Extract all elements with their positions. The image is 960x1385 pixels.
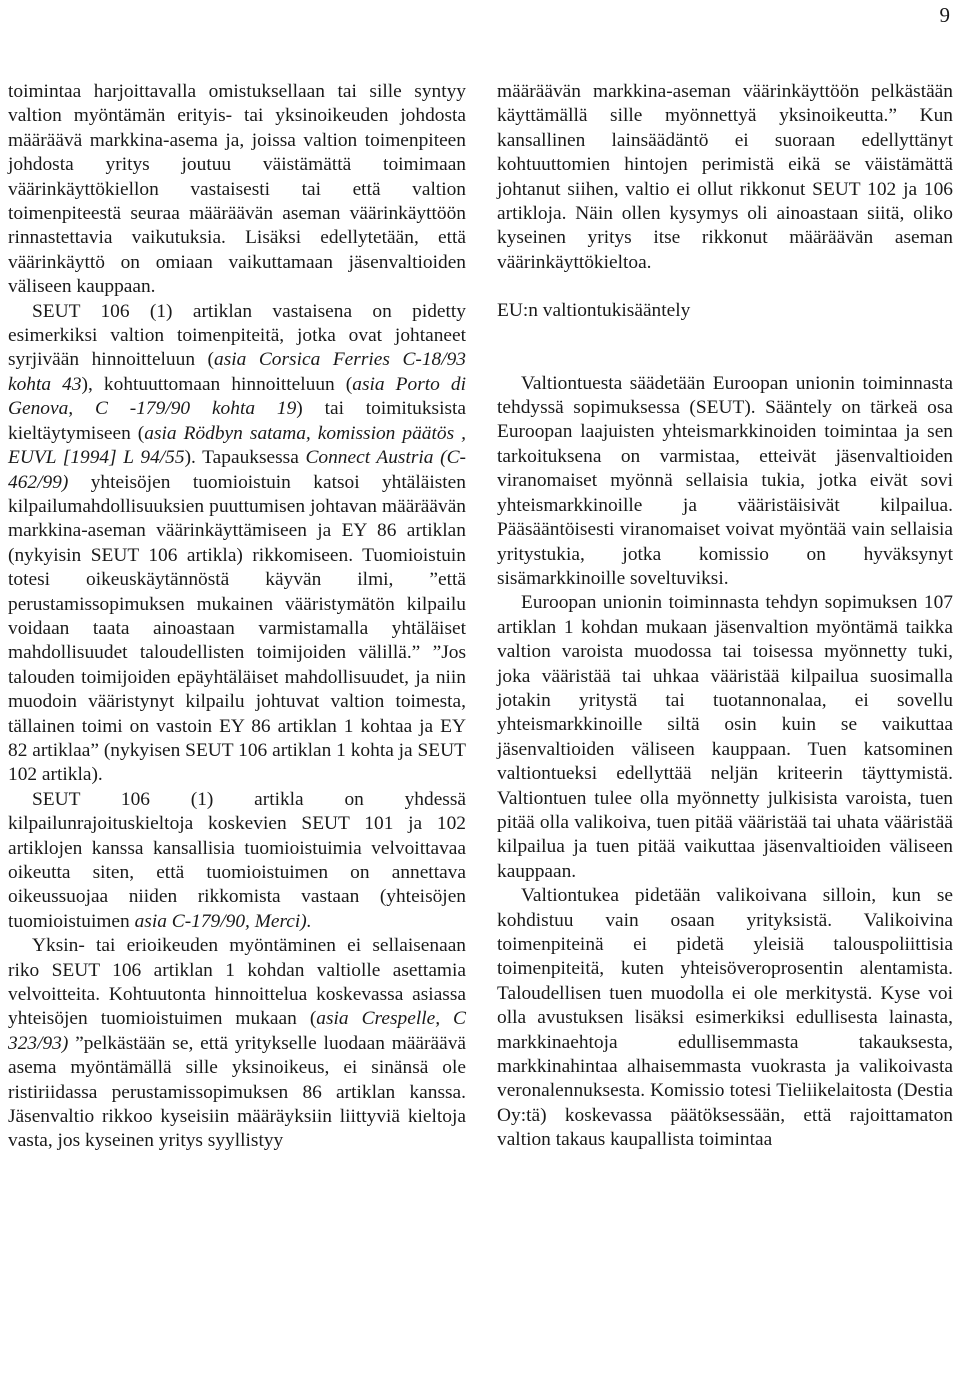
case-citation: Connect Austria (C-462/99): [8, 447, 466, 493]
left-paragraph-3: [8, 788, 466, 934]
right-column: [497, 80, 953, 1153]
text-run: ), kohtuuttomaan hinnoitteluun (: [81, 373, 353, 395]
case-citation: asia Corsica Ferries C-18/93 kohta 43: [8, 349, 466, 395]
right-paragraph-3: Euroopan unionin toiminnasta tehdyn sopimuksen 107 artiklan 1 kohdan mukaan jäsenvaltion myöntämä taikka valtion varoista muodossa tai toisessa myönnetty tuki, joka vääristää tai uhkaa vääristää kilpailua suosimalla jotakin yritystä tai tuotannonalaa, ei sovellu yhteismarkkinoille siltä osin kuin se vaikuttaa jäsenvaltioiden väliseen kauppaan. Tuen katsominen valtiontueksi edellyttää neljän kriteerin täyttymistä. Valtiontuen tulee olla myönnetty julkisista varoista, tuen pitää olla valikoiva, tuen pitää vääristää tai uhata vääristää kilpailua ja tuen pitää vaikuttaa jäsenvaltioiden väliseen kauppaan.: [497, 592, 953, 882]
case-citation: asia Crespelle, C 323/93): [8, 1008, 466, 1054]
spacer: [497, 275, 953, 299]
case-citation: asia Rödbyn satama, komission päätös , EUVL [1994] L 94/55: [8, 422, 466, 469]
right-paragraph-2: Valtiontuesta säädetään Euroopan unionin toiminnasta tehdyssä sopimuksessa (SEUT). Sääntely on tärkeä osa Euroopan laajuisten yhteismarkkinoiden toimintaa ja sen tarkoituksena on varmistaa, etteivät jäsenvaltioiden viranomaiset myönnä sellaisia tukia, jotka eivät sovi yhteismarkkinoille ja vääristäisivät kilpailua. Pääsääntöisesti viranomaiset voivat myöntää vain sellaisia yritystukia, jotka komissio on hyväksynyt sisämarkkinoille soveltuviksi.: [497, 372, 953, 589]
text-run: ). Tapauksessa: [184, 447, 306, 469]
spacer: [497, 324, 953, 372]
text-run: ) tai toimituksista kieltäytymiseen (: [8, 398, 466, 444]
text-run: ”pelkästään se, että yritykselle luodaan määräävä asema myöntämällä sille yksinoikeus, ei sinänsä ole ristiriidassa perustamissopimuksen 86 artiklan kanssa. Jäsenvaltio rikkoo kyseisiin määräyksiin liittyviä kieltoja vasta, jos kyseinen yritys syyllistyy: [8, 1032, 466, 1152]
right-paragraph-1: määräävän markkina-aseman väärinkäyttöön pelkästään käyttämällä sille myönnettyä yksinoikeutta.” Kun kansallinen lainsäädäntö ei suoraan edellyttänyt kohtuuttomien hintojen perimistä eikä se väistämättä johtanut siihen, valtio ei ollut rikkonut SEUT 102 ja 106 artikloja. Näin ollen kysymys oli ainoastaan siitä, oliko kyseinen yritys itse rikkonut määräävän aseman väärinkäyttökieltoa.: [497, 81, 953, 273]
left-paragraph-1: [8, 80, 466, 300]
text-run: yhteisöjen tuomioistuin katsoi yhtäläisten kilpailumahdollisuuksien puuttumisen johtavan määräävän markkina-aseman väärinkäyttämiseen ja EY 86 artiklan (nykyisin SEUT 106 artikla) rikkomiseen. Tuomioistuin totesi oikeuskäytännöstä käyvän ilmi, ”että perustamissopimuksen mukainen vääristymätön kilpailu voidaan taata ainoastaan varmistamalla yhtäläiset mahdollisuudet taloudellisten toimijoiden välillä.” ”Jos talouden toimijoiden epäyhtäläiset mahdollisuudet, ja niin muodoin vääristynyt kilpailu johtuvat valtion toimesta, tällainen toimi on vastoin EY 86 artiklan 1 kohtaa ja EY 82 artiklaa” (nykyisen SEUT 106 artiklan 1 kohta ja SEUT 102 artikla).: [8, 471, 466, 786]
text-run: toimintaa harjoittavalla omistuksellaan tai sille syntyy valtion myöntämän erityis- tai yksinoikeuden johdosta määräävä markkina-asema ja, joissa valtion toimenpiteen johdosta yritys joutuu väistämättä toimimaan väärinkäyttökiellon vastaisesti tai että valtion toimenpiteestä seuraa määräävän aseman väärinkäyttöön rinnastettavia vaikutuksia. Lisäksi edellytetään, että väärinkäyttö on omiaan vaikuttamaan jäsenvaltioiden väliseen kauppaan.: [8, 81, 466, 298]
text-run: Yksin- tai erioikeuden myöntäminen ei sellaisenaan riko SEUT 106 artiklan 1 kohdan valtiolle asettamia velvoitteita. Kohtuutonta hinnoittelua koskevassa asiassa yhteisöjen tuomioistuimen mukaan (: [8, 935, 466, 1030]
left-paragraph-4: [8, 934, 466, 1154]
text-run: SEUT 106 (1) artikla on yhdessä kilpailunrajoituskieltoja koskevien SEUT 101 ja 102 artiklojen kanssa kansallisia tuomioistuimia velvoittavaa oikeutta siten, että tuomioistuimen on annettava oikeussuojaa niiden rikkomista vastaan (yhteisöjen tuomioistuimen: [8, 788, 466, 932]
left-column: [8, 80, 466, 1154]
page-number: 9: [939, 3, 950, 27]
left-paragraph-2: [8, 300, 466, 788]
case-citation: asia Porto di Genova, C -179/90 kohta 19: [8, 373, 466, 420]
section-heading: EU:n valtiontukisääntely: [497, 300, 691, 322]
right-paragraph-4: Valtiontukea pidetään valikoivana silloin, kun se kohdistuu vain osaan yrityksistä. Valikoivina toimenpiteinä ei pidetä yleisiä talouspoliittisia toimenpiteitä, kuten yhteisöveroprosentin alentamista. Taloudellisen tuen muodolla ei ole merkitystä. Kyse voi olla avustuksen lisäksi esimerkiksi edullisesta lainasta, markkinaehtoja edullisemmasta takauksesta, markkinahintaa alhaisemmasta vuokrasta ja valikoivasta veronalennuksesta. Komissio totesi Tieliikelaitosta (Destia Oy:tä) koskevassa päätöksessään, että rajoittamaton valtion takaus kaupallista toimintaa: [497, 885, 953, 1151]
case-citation: asia C-179/90, Merci).: [134, 910, 312, 932]
text-run: SEUT 106 (1) artiklan vastaisena on pidetty esimerkiksi valtion toimenpiteitä, jotka ovat johtaneet syrjivään hinnoitteluun (: [8, 300, 466, 371]
